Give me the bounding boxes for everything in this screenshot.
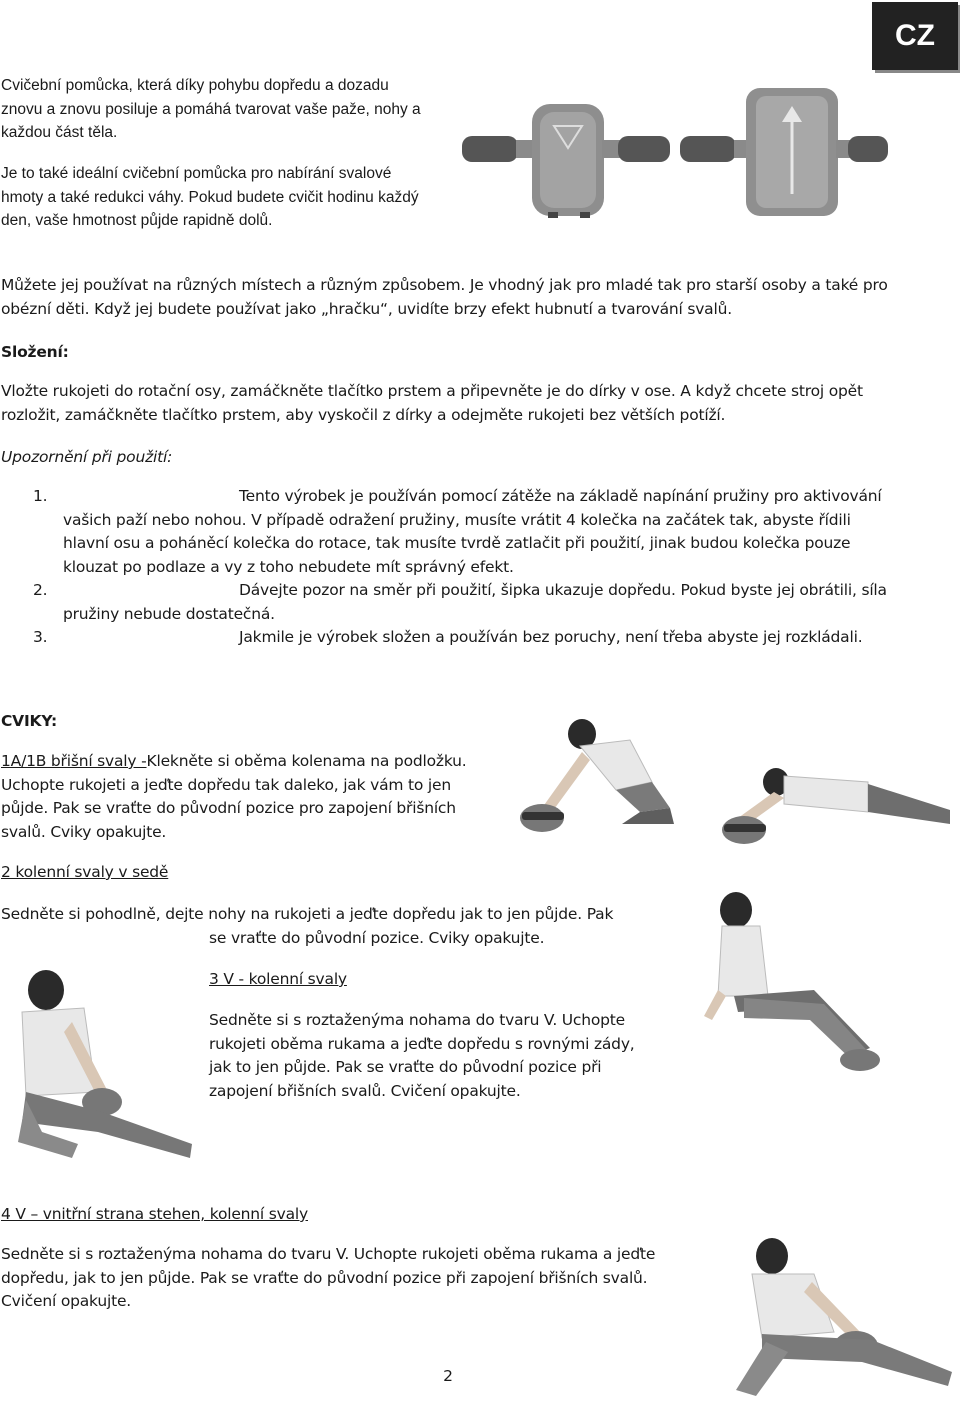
exercise-4-title: 4 V – vnitřní strana stehen, kolenní svaly [1,1205,308,1223]
warnings-list [1,485,901,650]
exercise-3-photo [2,962,198,1168]
language-badge: CZ [872,2,958,70]
exercise-1b-photo [718,734,954,852]
exercise-2-title: 2 kolenní svaly v sedě [1,863,169,881]
warning-item [1,626,901,650]
exercise-1-text-inline: Klekněte si oběma kolenama na podložku. [146,752,467,770]
warning-text-first: Jakmile je výrobek složen a používán bez poruchy, není třeba abyste jej rozkládali. [239,628,863,646]
exercise-4-photo [722,1222,954,1398]
intro-paragraph-1: Cvičební pomůcka, která díky pohybu dopředu a dozadu znovu a znovu posiluje a pomáhá tvarovat vaše paže, nohy a každou část těla. [1,77,421,141]
page-number: 2 [443,1367,453,1385]
assembly-heading: Složení: [1,343,69,361]
warning-item [1,579,901,626]
exercise-1a-photo [512,712,682,842]
exercise-1-text: Uchopte rukojeti a jeďte dopředu tak daleko, jak vám to jen půjde. Pak se vraťte do původní pozice pro zapojení břišních svalů. Cviky opakujte. [1,775,456,841]
exercises-heading: CVIKY: [1,712,58,730]
warning-number: 3. [33,628,48,646]
warning-number: 2. [33,581,48,599]
usage-paragraph: Můžete jej používat na různých místech a různým způsobem. Je vhodný jak pro mladé tak pro starší osoby a také pro obézní děti. Když jej budete používat jako „hračku“, uvidíte brzy efekt hubnutí a tvarování svalů. [1,276,888,318]
exercise-4-text: Sedněte si s roztaženýma nohama do tvaru V. Uchopte rukojeti oběma rukama a jeďte dopředu, jak to jen půjde. Pak se vraťte do původní pozice při zapojení břišních svalů. Cvičení opakujte. [1,1245,656,1310]
exercise-3-text: Sedněte si s roztaženýma nohama do tvaru V. Uchopte rukojeti oběma rukama a jeďte dopředu s rovnými zády, jak to jen půjde. Pak se vraťte do původní pozice při zapojení břišních svalů. Cvičení opakujte. [209,1011,635,1100]
exercise-1-title: 1A/1B břišní svaly - [1,752,147,770]
exercise-2-photo [674,880,894,1072]
exercise-1-block [1,750,501,844]
exercise-3-title: 3 V - kolenní svaly [209,970,347,988]
assembly-text: Vložte rukojeti do rotační osy, zamáčkněte tlačítko prstem a připevněte je do dírky v ose. A když chcete stroj opět rozložit, zamáčkněte tlačítko prstem, aby vyskočil z dírky a odejměte rukojeti bez větších potíží. [1,382,863,424]
exercise-2-text-line2: se vraťte do původní pozice. Cviky opakujte. [209,929,545,947]
warning-text-rest: síla pružiny nebude dostatečná. [63,581,887,623]
ab-roller-image [458,86,890,226]
warning-text-first: Dávejte pozor na směr při použití, šipka ukazuje dopředu. Pokud byste jej obrátili, [239,581,857,599]
warning-text-first: Tento výrobek je používán pomocí zátěže na základě napínání pružiny pro [239,487,799,505]
exercise-2-text-line1: Sedněte si pohodlně, dejte nohy na rukojeti a jeďte dopředu jak to jen půjde. Pak [1,905,614,923]
warning-text-rest: aktivování vašich paží nebo nohou. V případě odražení pružiny, musíte vrátit 4 kolečka na začátek tak, abyste řídili hlavní osu a poháněcí kolečka do rotace, tak musíte tvrdě zatlačit při použití, jinak budou kolečka pouze klouzat po podlaze a vy z toho nebudete mít správný efekt. [63,487,882,576]
warning-item [1,485,901,579]
intro-paragraph-2: Je to také ideální cvičební pomůcka pro nabírání svalové hmoty a také redukci váhy. Pokud budete cvičit hodinu každý den, vaše hmotnost půjde rapidně dolů. [1,165,419,229]
warnings-heading: Upozornění při použití: [1,448,173,466]
warning-number: 1. [33,487,48,505]
